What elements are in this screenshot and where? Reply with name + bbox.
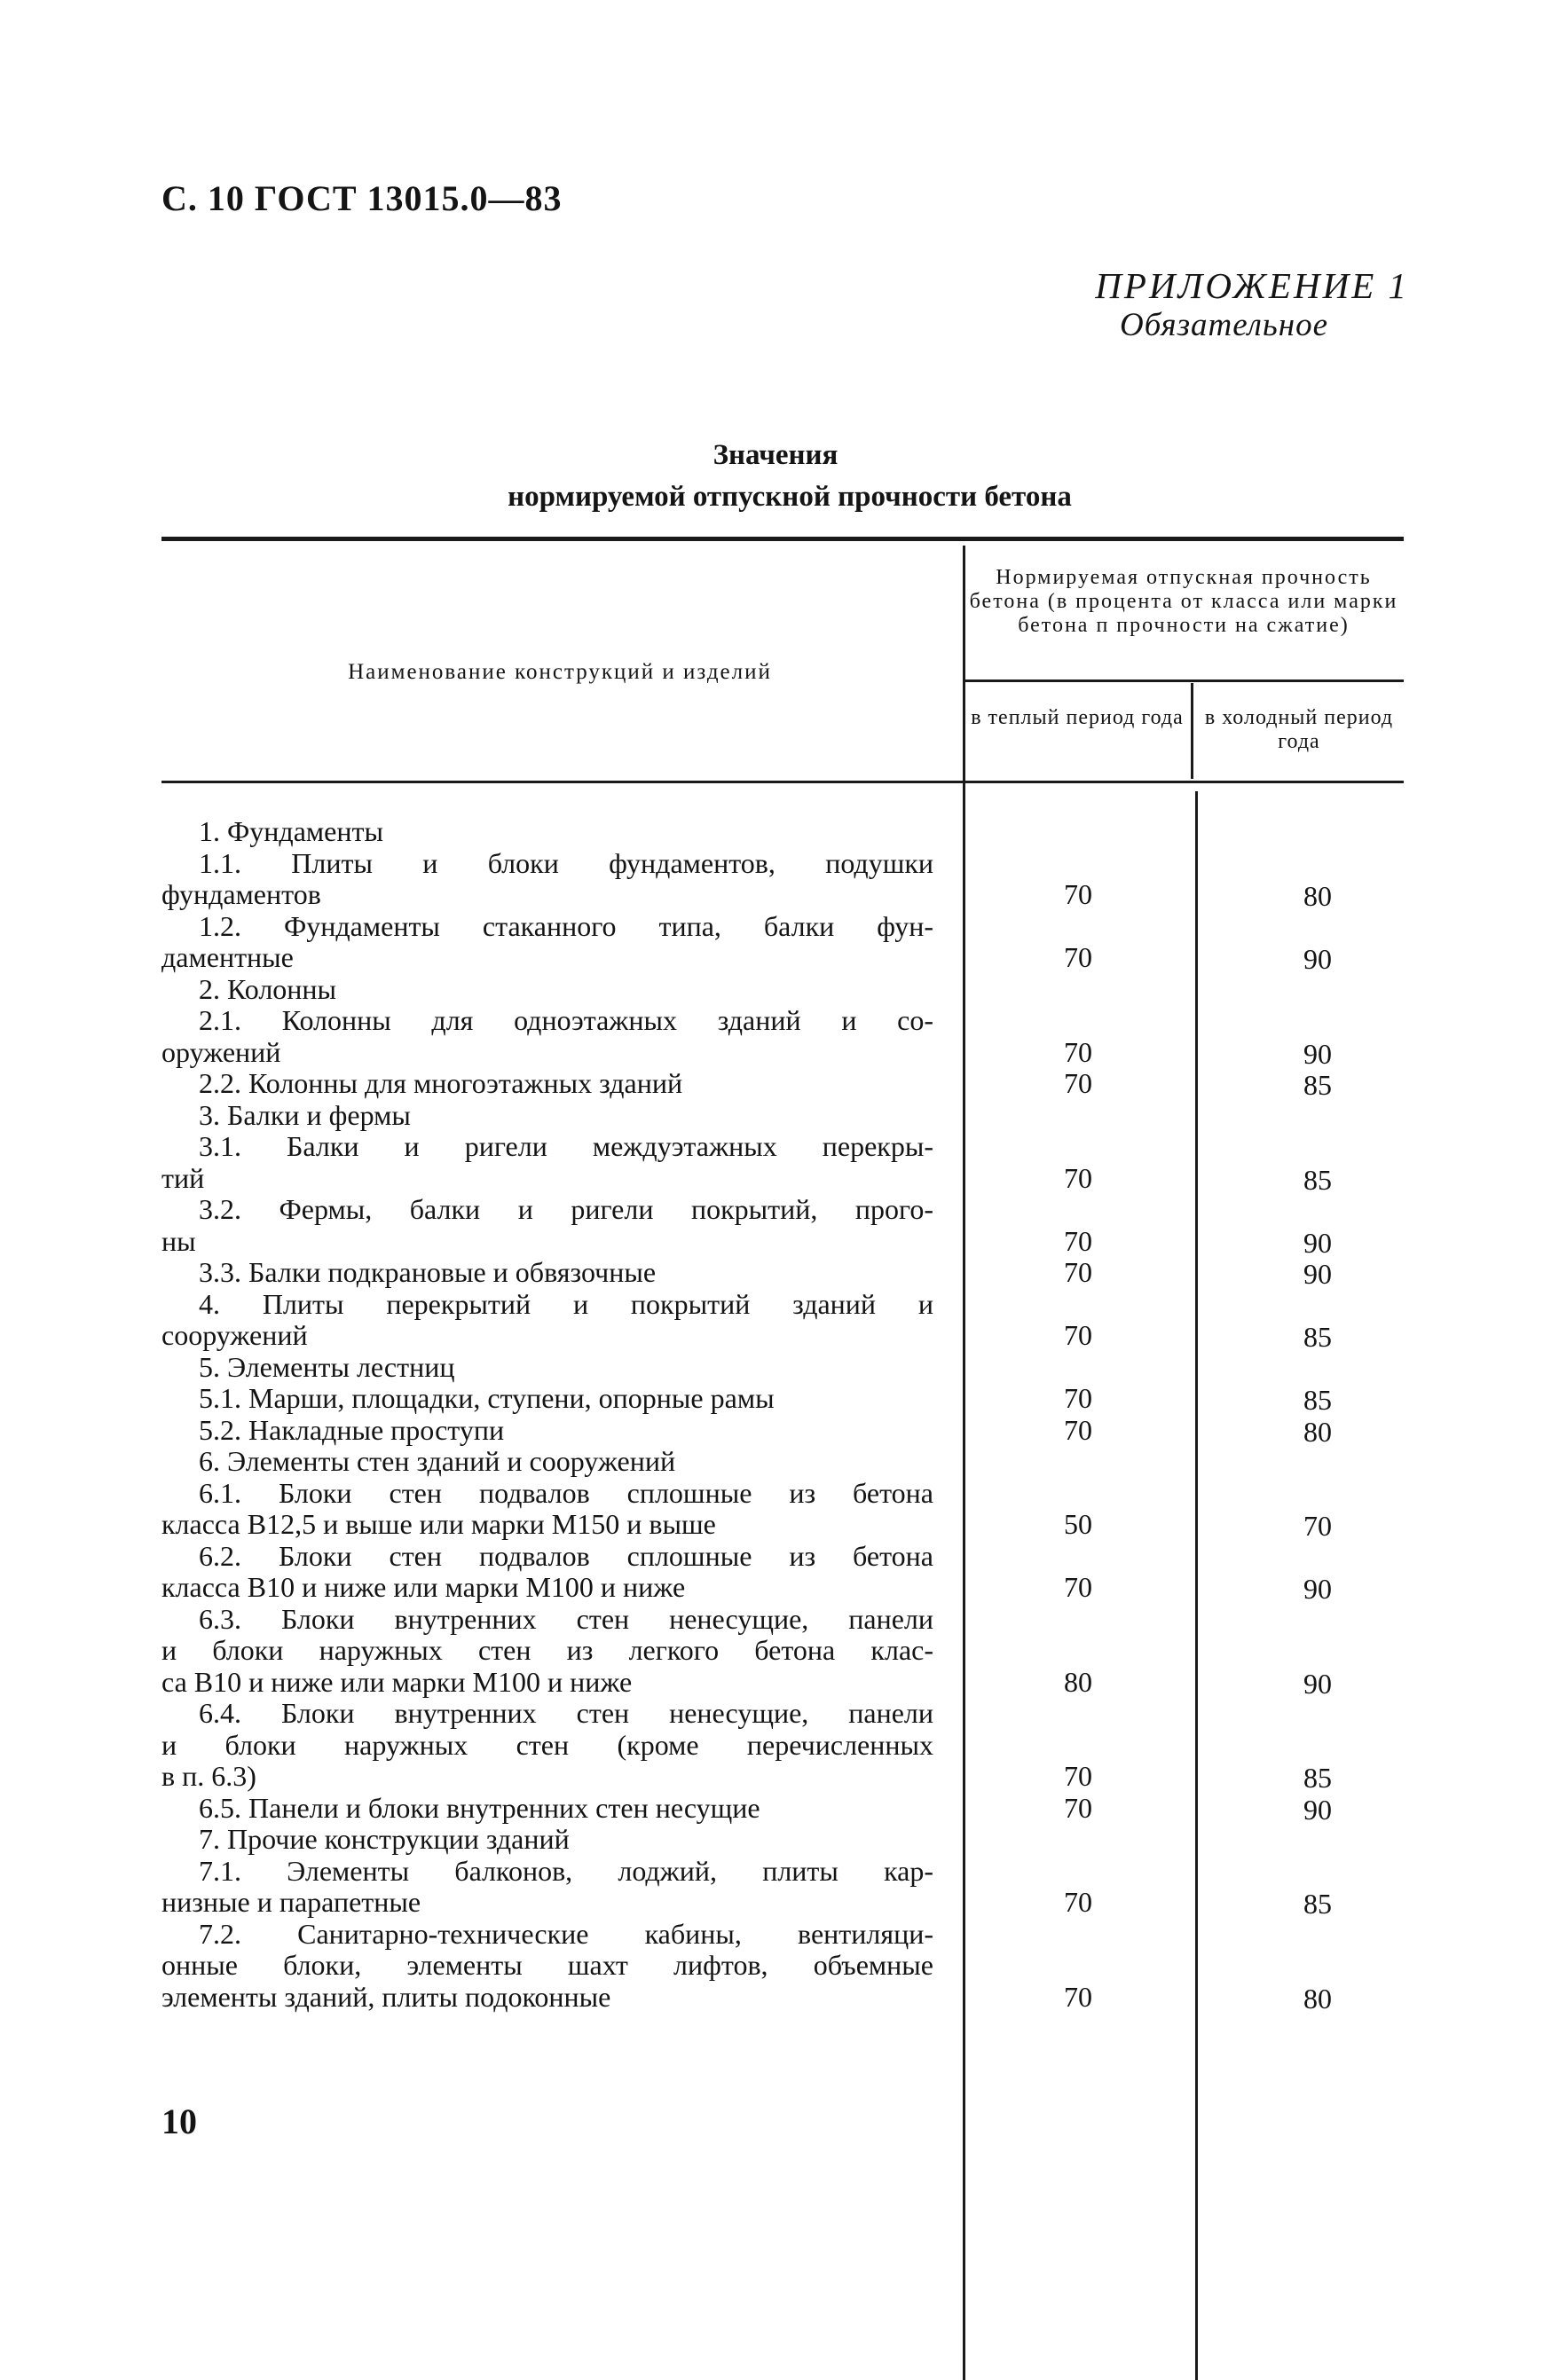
appendix-label: ПРИЛОЖЕНИЕ 1 xyxy=(1095,265,1409,306)
value-cold: 80 xyxy=(1303,1982,1332,2015)
row-text-line: 5.1. Марши, площадки, ступени, опорные рамы xyxy=(199,1382,775,1414)
table-row xyxy=(161,1194,933,1257)
column-header-strength: Нормируемая отпускная прочность бетона (в процента от класса или марки бетона п прочности на сжатие) xyxy=(969,566,1398,637)
table-title-line1: Значения xyxy=(713,439,838,471)
table-row xyxy=(161,1005,933,1068)
table-row xyxy=(161,1698,933,1793)
table-row xyxy=(161,816,933,848)
value-cold: 80 xyxy=(1303,880,1332,912)
value-cold: 85 xyxy=(1303,1163,1332,1196)
value-warm: 70 xyxy=(1064,1413,1092,1446)
row-text-line: в п. 6.3) xyxy=(161,1760,256,1792)
value-warm: 70 xyxy=(1064,1980,1092,2013)
row-text-line: класса B12,5 и выше или марки M150 и выше xyxy=(161,1508,716,1540)
row-text-line: 2.1. Колонны для одноэтажных зданий и со- xyxy=(199,1004,933,1036)
value-cold: 90 xyxy=(1303,1037,1332,1070)
value-warm: 70 xyxy=(1064,1256,1092,1288)
row-text-line: элементы зданий, плиты подоконные xyxy=(161,1980,611,2013)
column-header-name: Наименование конструкций и изделий xyxy=(348,660,772,684)
page-number: 10 xyxy=(161,2101,197,2141)
row-text-line: ны xyxy=(161,1224,196,1257)
value-warm: 70 xyxy=(1064,1886,1092,1918)
column-header-warm: в теплый период года xyxy=(971,706,1184,729)
table-row xyxy=(161,1068,933,1100)
row-text-line: 4. Плиты перекрытий и покрытий зданий и xyxy=(199,1287,933,1320)
table-row xyxy=(161,911,933,974)
row-text-line: 6.5. Панели и блоки внутренних стен несущие xyxy=(199,1791,760,1824)
value-warm: 70 xyxy=(1064,1382,1092,1414)
table-row xyxy=(161,1919,933,2014)
row-text-line: 1. Фундаменты xyxy=(199,815,383,847)
column-divider-name xyxy=(963,546,965,2380)
table-row xyxy=(161,1824,933,1856)
value-warm: 70 xyxy=(1064,1571,1092,1603)
value-cold: 90 xyxy=(1303,1667,1332,1700)
value-warm: 70 xyxy=(1064,1224,1092,1257)
row-text-line: оружений xyxy=(161,1035,281,1068)
row-text-line: и блоки наружных стен из легкого бетона клас- xyxy=(161,1634,933,1666)
value-cold: 85 xyxy=(1303,1069,1332,1101)
value-warm: 70 xyxy=(1064,1067,1092,1099)
row-text-line: фундаментов xyxy=(161,878,321,910)
table-title-line2: нормируемой отпускной прочности бетона xyxy=(508,481,1072,513)
value-cold: 90 xyxy=(1303,943,1332,975)
row-text-line: 5.2. Накладные проступи xyxy=(199,1413,505,1446)
row-text-line: са B10 и ниже или марки M100 и ниже xyxy=(161,1665,633,1698)
header-bottom-rule xyxy=(161,781,1404,783)
value-warm: 70 xyxy=(1064,1319,1092,1351)
value-cold: 85 xyxy=(1303,1762,1332,1794)
row-text-line: сооружений xyxy=(161,1319,308,1351)
row-text-line: 3.2. Фермы, балки и ригели покрытий, прого- xyxy=(199,1193,933,1225)
table-row xyxy=(161,1352,933,1384)
column-header-cold: в холодный период года xyxy=(1204,706,1394,753)
value-cold: 80 xyxy=(1303,1415,1332,1448)
value-cold: 85 xyxy=(1303,1384,1332,1416)
row-text-line: 6.1. Блоки стен подвалов сплошные из бетона xyxy=(199,1476,933,1509)
table-row xyxy=(161,1257,933,1289)
row-text-line: 1.2. Фундаменты стаканного типа, балки фун- xyxy=(199,909,933,942)
row-text-line: тий xyxy=(161,1161,205,1194)
value-cold: 70 xyxy=(1303,1510,1332,1542)
value-warm: 80 xyxy=(1064,1665,1092,1698)
row-text-line: 6.4. Блоки внутренних стен ненесущие, панели xyxy=(199,1697,933,1729)
appendix-status: Обязательное xyxy=(1120,307,1329,343)
row-text-line: 6.3. Блоки внутренних стен ненесущие, панели xyxy=(199,1602,933,1635)
table-row xyxy=(161,1415,933,1447)
row-text-line: 6.2. Блоки стен подвалов сплошные из бетона xyxy=(199,1539,933,1572)
header-group-divider xyxy=(965,679,1404,682)
table-row xyxy=(161,1383,933,1415)
value-warm: 70 xyxy=(1064,1760,1092,1792)
value-cold: 90 xyxy=(1303,1226,1332,1259)
row-text-line: даментные xyxy=(161,941,294,973)
row-text-line: 3.3. Балки подкрановые и обвязочные xyxy=(199,1256,657,1288)
row-text-line: 6. Элементы стен зданий и сооружений xyxy=(199,1445,676,1477)
value-warm: 70 xyxy=(1064,941,1092,973)
value-warm: 70 xyxy=(1064,878,1092,910)
table-row xyxy=(161,1131,933,1194)
row-text-line: 7.1. Элементы балконов, лоджий, плиты кар- xyxy=(199,1854,933,1887)
column-divider-warm-cold-body xyxy=(1195,791,1198,2380)
row-text-line: онные блоки, элементы шахт лифтов, объемные xyxy=(161,1949,933,1981)
table-row xyxy=(161,1856,933,1919)
row-text-line: низные и парапетные xyxy=(161,1886,421,1918)
value-warm: 70 xyxy=(1064,1791,1092,1824)
value-warm: 70 xyxy=(1064,1035,1092,1068)
row-text-line: 5. Элементы лестниц xyxy=(199,1350,455,1383)
value-cold: 90 xyxy=(1303,1258,1332,1290)
row-text-line: класса B10 и ниже или марки M100 и ниже xyxy=(161,1571,686,1603)
table-row xyxy=(161,848,933,911)
value-cold: 90 xyxy=(1303,1793,1332,1826)
table-row xyxy=(161,1289,933,1352)
row-text-line: 2.2. Колонны для многоэтажных зданий xyxy=(199,1067,683,1099)
row-text-line: 7. Прочие конструкции зданий xyxy=(199,1823,570,1855)
table-top-rule xyxy=(161,537,1404,541)
row-text-line: 1.1. Плиты и блоки фундаментов, подушки xyxy=(199,846,933,879)
value-warm: 70 xyxy=(1064,1161,1092,1194)
row-text-line: 7.2. Санитарно-технические кабины, вентиляци- xyxy=(199,1917,933,1950)
row-text-line: 3.1. Балки и ригели междуэтажных перекры- xyxy=(199,1130,933,1162)
table-row xyxy=(161,1446,933,1478)
value-cold: 85 xyxy=(1303,1321,1332,1353)
table-row xyxy=(161,1793,933,1825)
table-row xyxy=(161,1604,933,1699)
row-text-line: и блоки наружных стен (кроме перечисленных xyxy=(161,1728,933,1761)
value-cold: 85 xyxy=(1303,1888,1332,1920)
row-text-line: 2. Колонны xyxy=(199,972,337,1005)
table-row xyxy=(161,974,933,1006)
value-warm: 50 xyxy=(1064,1508,1092,1540)
column-divider-warm-cold xyxy=(1191,683,1193,779)
table-row xyxy=(161,1541,933,1604)
table-row xyxy=(161,1478,933,1541)
row-text-line: 3. Балки и фермы xyxy=(199,1098,411,1131)
running-header: С. 10 ГОСТ 13015.0—83 xyxy=(161,178,563,218)
table-row xyxy=(161,1100,933,1132)
value-cold: 90 xyxy=(1303,1573,1332,1605)
